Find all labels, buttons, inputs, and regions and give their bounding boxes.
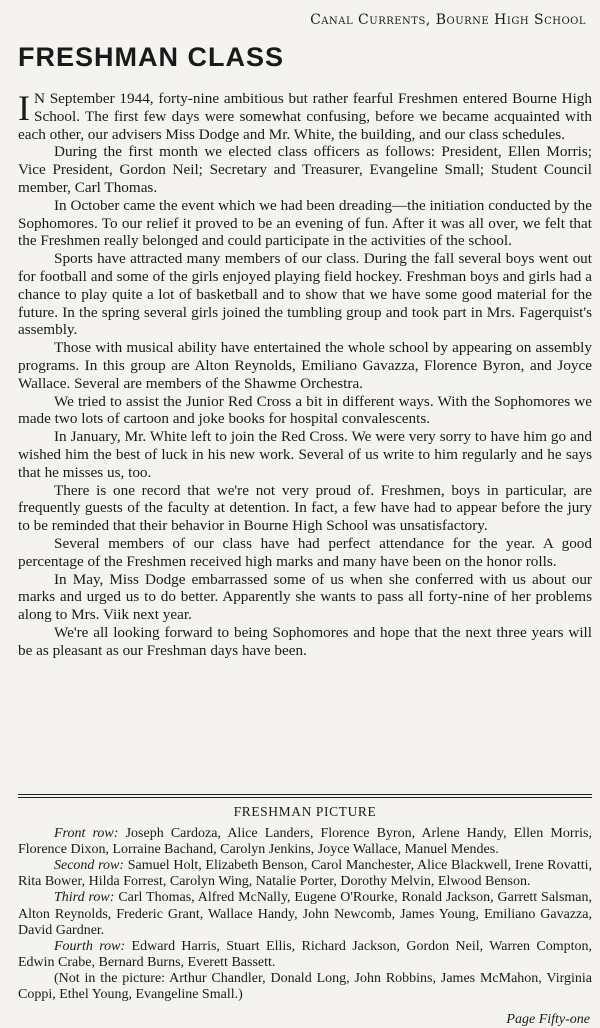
- picture-heading: FRESHMAN PICTURE: [233, 804, 377, 819]
- article-title: FRESHMAN CLASS: [18, 42, 285, 72]
- paragraph-11: We're all looking forward to being Sophomores and hope that the next three years will be as pleasant as our Freshman days have been.: [18, 623, 592, 659]
- paragraph-5: Those with musical ability have entertained the whole school by appearing on assembly programs. In this group are Alton Reynolds, Emiliano Gavazza, Florence Byron, and Joyce Wallace. Several are members of the Shawme Orchestra.: [18, 339, 592, 392]
- paragraph-8: There is one record that we're not very proud of. Freshmen, boys in particular, are frequently guests of the faculty at detention. In fact, a few have had to appear before the jury to be reminded that their behavior in Bourne High School was unsatisfactory.: [18, 481, 592, 535]
- page-number: Page Fifty-one: [506, 1012, 590, 1027]
- paragraph-10: In May, Miss Dodge embarrassed some of us when she conferred with us about our marks and urged us to do better. Apparently she wants to pass all forty-nine of her problems along to Mrs. Viik next year.: [18, 570, 592, 624]
- row-names: Edward Harris, Stuart Ellis, Richard Jackson, Gordon Neil, Warren Compton, Edwin Crabe, Bernard Burns, Everett Bassett.: [18, 938, 592, 970]
- paragraph-3: In October came the event which we had been dreading—the initiation conducted by the Sophomores. To our relief it proved to be an evening of fun. After it was all over, we felt that the Freshmen really belonged and could participate in the activities of the school.: [18, 196, 592, 250]
- paragraph-7: In January, Mr. White left to join the Red Cross. We were very sorry to have him go and wished him the best of luck in his new work. Several of us write to him regularly and he says that he misses us, too.: [18, 428, 592, 481]
- row-label: Front row:: [54, 826, 119, 842]
- running-head: Canal Currents, Bourne High School: [310, 12, 586, 28]
- paragraph-9: Several members of our class have had perfect attendance for the year. A good percentage of the Freshmen received high marks and many have been on the honor rolls.: [18, 534, 592, 570]
- caption-row-fourth: [18, 939, 592, 971]
- caption-absent: (Not in the picture: Arthur Chandler, Donald Long, John Robbins, James McMahon, Virginia Coppi, Ethel Young, Evangeline Small.): [18, 970, 592, 1003]
- article-body: [18, 90, 592, 660]
- caption-row-second: [18, 858, 592, 890]
- row-label: Third row:: [54, 890, 115, 906]
- row-names: Joseph Cardoza, Alice Landers, Florence Byron, Arlene Handy, Ellen Morris, Florence Dixon, Lorraine Bachand, Carolyn Jenkins, Joyce Wallace, Manuel Mendes.: [18, 826, 592, 858]
- divider-rule-bottom: [18, 797, 592, 798]
- row-label: Fourth row:: [54, 938, 126, 954]
- caption-row-front: [18, 826, 592, 858]
- row-names: Samuel Holt, Elizabeth Benson, Carol Manchester, Alice Blackwell, Irene Rovatti, Rita Bower, Hilda Forrest, Carolyn Wing, Natalie Porter, Dorothy Melvin, Elwood Benson.: [18, 858, 593, 890]
- paragraph-2: During the first month we elected class officers as follows: President, Ellen Morris; Vice President, Gordon Neil; Secretary and Treasurer, Evangeline Small; Student Council member, Carl Thomas.: [18, 143, 592, 196]
- paragraph-1: [18, 90, 592, 143]
- row-label: Second row:: [54, 858, 125, 874]
- divider-rule-top: [18, 794, 592, 795]
- picture-caption: [18, 804, 592, 1003]
- paragraph-6: We tried to assist the Junior Red Cross a bit in different ways. With the Sophomores we made two lots of cartoon and joke books for hospital convalescents.: [18, 392, 592, 428]
- row-names: Carl Thomas, Alfred McNally, Eugene O'Rourke, Ronald Jackson, Garrett Salsman, Alton Reynolds, Frederic Grant, Wallace Handy, John Newcomb, James Young, Emiliano Gavazza, David Gardner.: [18, 890, 592, 938]
- paragraph-4: Sports have attracted many members of our class. During the fall several boys went out for football and some of the girls enjoyed playing field hockey. Freshman boys and girls had a chance to play quite a lot of basketball and to show that we have some good material for the future. In the spring several girls joined the tumbling group and took part in Mrs. Fagerquist's assembly.: [18, 250, 592, 339]
- caption-row-third: [18, 890, 592, 938]
- paragraph-1-text: N September 1944, forty-nine ambitious but rather fearful Freshmen entered Bourne High School. The first few days were somewhat confusing, before we became acquainted with each other, our advisers Miss Dodge and Mr. White, the building, and our class schedules.: [18, 90, 592, 143]
- drop-cap: I: [18, 88, 30, 128]
